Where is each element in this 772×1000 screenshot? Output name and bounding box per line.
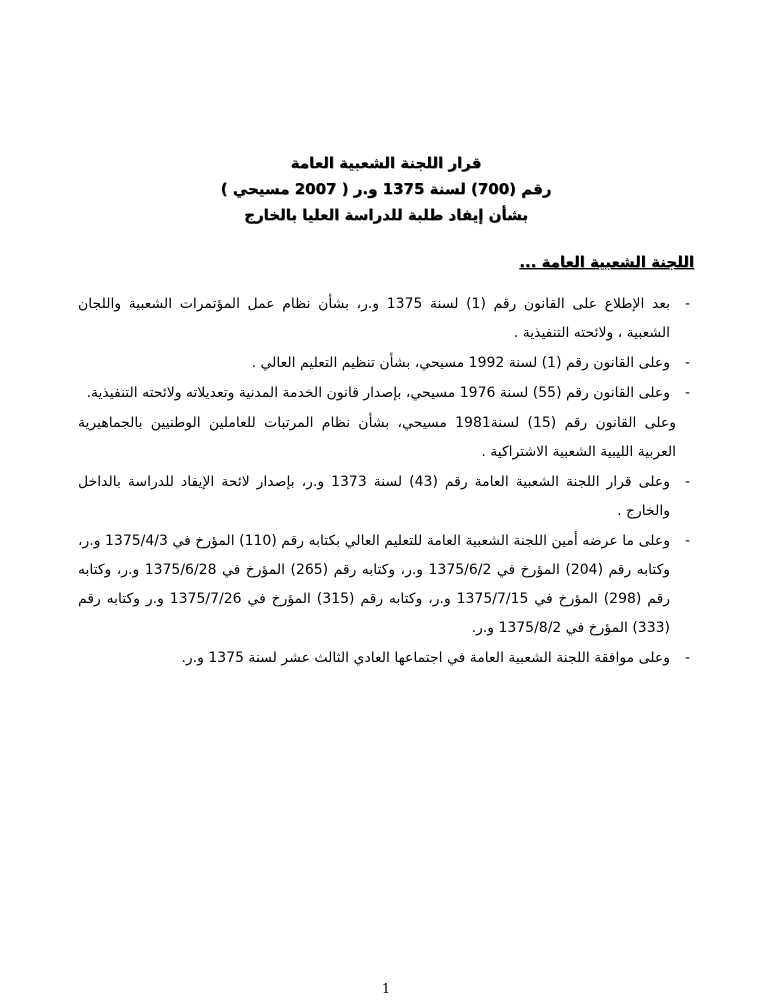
preamble-item (78, 379, 690, 408)
committee-heading: اللجنة الشعبية العامة ... (519, 253, 694, 271)
preamble-text: وعلى موافقة اللجنة الشعبية العامة في اجتماعها العادي الثالث عشر لسنة 1375 و.ر. (181, 650, 670, 666)
preamble-text: وعلى ما عرضه أمين اللجنة الشعبية العامة للتعليم العالي بكتابه رقم (110) المؤرخ في 1375/4/3 و.ر، وكتابه رقم (204) المؤرخ في 1375/6/2 و.ر، وكتابه رقم (265) المؤرخ في 1375/6/28 و.ر، وكتابه رقم (298) المؤرخ في 1375/7/15 و.ر، وكتابه رقم (315) المؤرخ في 1375/7/26 و.ر وكتابه رقم (333) المؤرخ في 1375/8/2 و.ر. (78, 533, 671, 636)
preamble-item (78, 527, 690, 643)
preamble-item (78, 644, 690, 673)
bullet-dash: - (684, 474, 690, 490)
bullet-dash: - (684, 355, 690, 371)
preamble-text: وعلى القانون رقم (55) لسنة 1976 مسيحي، بإصدار قانون الخدمة المدنية وتعديلاته ولائحته التنفيذية. (86, 385, 670, 401)
bullet-dash: - (684, 296, 690, 312)
bullet-dash: - (684, 533, 690, 549)
preamble-text: وعلى القانون رقم (15) لسنة1981 مسيحي، بشأن نظام المرتبات للعاملين الوطنيين بالجماهيرية العربية الليبية الشعبية الاشتراكية . (78, 415, 676, 460)
decision-header (0, 150, 772, 228)
page-number: 1 (381, 982, 391, 997)
preamble-item (78, 468, 690, 526)
preamble-text: وعلى القانون رقم (1) لسنة 1992 مسيحي، بشأن تنظيم التعليم العالي . (251, 355, 670, 371)
preamble-text: بعد الإطلاع على القانون رقم (1) لسنة 1375 و.ر، بشأن نظام عمل المؤتمرات الشعبية واللجان الشعبية ، ولائحته التنفيذية . (78, 296, 670, 341)
decision-subject: بشأن إيفاد طلبة للدراسة العليا بالخارج (244, 206, 528, 224)
preamble-item (78, 349, 690, 378)
preamble-item (78, 409, 690, 467)
preamble-list (78, 290, 690, 674)
decision-title: قرار اللجنة الشعبية العامة (290, 154, 482, 172)
bullet-dash: - (684, 650, 690, 666)
decision-number: رقم (700) لسنة 1375 و.ر ( 2007 مسيحي ) (220, 180, 552, 198)
preamble-text: وعلى قرار اللجنة الشعبية العامة رقم (43) لسنة 1373 و.ر، بإصدار لائحة الإيفاد للدراسة بالداخل والخارج . (78, 474, 670, 519)
preamble-item (78, 290, 690, 348)
bullet-dash: - (684, 385, 690, 401)
